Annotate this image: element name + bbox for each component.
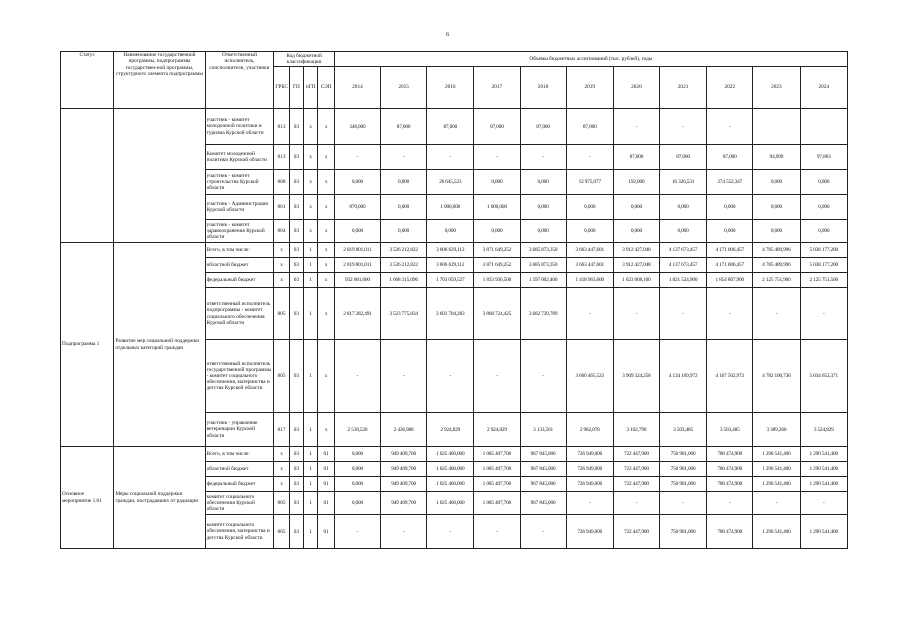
amount-cell: 0,000 (520, 220, 566, 243)
amount-cell: - (474, 340, 520, 413)
code-cell: х (318, 340, 334, 413)
responsible-cell: участник - комитет здравоохранения Курской области (205, 220, 274, 243)
amount-cell: 87,000 (427, 109, 474, 145)
amount-cell: 87,000 (566, 109, 613, 145)
amount-cell: 2 924,829 (427, 413, 474, 447)
amount-cell: 0,000 (660, 220, 707, 243)
amount-cell: 1 290 541,400 (800, 447, 848, 462)
code-cell: 01 (318, 492, 334, 515)
amount-cell: 870,000 (334, 195, 380, 220)
code-cell: 03 (289, 273, 303, 288)
code-cell: х (274, 273, 289, 288)
amount-cell: 2 817 282,491 (334, 288, 380, 340)
code-cell: х (318, 413, 334, 447)
amount-cell: - (707, 288, 753, 340)
code-cell: х (304, 220, 318, 243)
code-cell: х (304, 145, 318, 170)
responsible-cell: участник - управление ветеринарии Курской области (205, 413, 274, 447)
code-cell: 805 (274, 288, 289, 340)
code-cell: 03 (289, 340, 303, 413)
amount-cell: - (520, 340, 566, 413)
amount-cell: 3 526 212,822 (381, 258, 427, 273)
code-cell: 1 (304, 340, 318, 413)
amount-cell: 726 949,000 (566, 447, 613, 462)
amount-cell: 16 326,531 (660, 170, 707, 195)
code-cell: 03 (289, 492, 303, 515)
amount-cell: 1 290 541,400 (753, 515, 800, 549)
amount-cell: 3 389,260 (753, 413, 800, 447)
amount-cell: - (753, 288, 800, 340)
code-cell: х (318, 145, 334, 170)
code-cell: х (274, 462, 289, 477)
amount-cell: 0,000 (566, 195, 613, 220)
table-row (61, 447, 848, 462)
amount-cell: - (660, 492, 707, 515)
table-row (61, 243, 848, 258)
code-cell: 813 (274, 145, 289, 170)
code-cell: 1 (304, 243, 318, 258)
amount-cell: 1 418 963,600 (566, 273, 613, 288)
code-cell: 1 (304, 288, 318, 340)
amount-cell: 1 290 541,400 (753, 477, 800, 492)
amount-cell: 1 025 460,000 (427, 477, 474, 492)
amount-cell: 2 125 751,500 (800, 273, 848, 288)
amount-cell: - (520, 515, 566, 549)
amount-cell: 97,863 (800, 145, 848, 170)
code-cell: 03 (289, 258, 303, 273)
amount-cell: 0,000 (800, 170, 848, 195)
amount-cell: 1 085 407,700 (474, 447, 520, 462)
amount-cell: - (381, 340, 427, 413)
amount-cell: 87,000 (474, 109, 520, 145)
amount-cell: 12 975,077 (566, 170, 613, 195)
amount-cell: 87,000 (381, 109, 427, 145)
amount-cell: 0,000 (474, 170, 520, 195)
code-cell: х (304, 170, 318, 195)
amount-cell: 0,000 (660, 195, 707, 220)
amount-cell: 780 474,900 (707, 477, 753, 492)
amount-cell: 0,000 (334, 477, 380, 492)
header-code: ГП (289, 67, 303, 109)
code-cell: 03 (289, 170, 303, 195)
amount-cell: 1 597 002,400 (520, 273, 566, 288)
amount-cell: - (474, 515, 520, 549)
code-cell: 1 (304, 492, 318, 515)
code-cell: 03 (289, 220, 303, 243)
amount-cell: 94,099 (753, 145, 800, 170)
amount-cell: 967 845,000 (520, 477, 566, 492)
amount-cell: 3 523 775,834 (381, 288, 427, 340)
code-cell: 808 (274, 170, 289, 195)
amount-cell: 780 474,900 (707, 515, 753, 549)
header-year: 2019 (566, 67, 613, 109)
responsible-cell: комитет социального обеспечения Курской области (205, 492, 274, 515)
header-year: 2014 (334, 67, 380, 109)
amount-cell: 0,000 (520, 170, 566, 195)
code-cell: 805 (274, 492, 289, 515)
amount-cell: 1 290 541,400 (800, 515, 848, 549)
amount-cell: 3 912 427,048 (613, 258, 659, 273)
responsible-cell: участник - Администрация Курской области (205, 195, 274, 220)
amount-cell: 967 845,000 (520, 462, 566, 477)
amount-cell: 0,000 (334, 492, 380, 515)
amount-cell: 1 025 460,000 (427, 447, 474, 462)
header-year: 2023 (753, 67, 800, 109)
budget-table (60, 51, 848, 549)
code-cell: 01 (318, 447, 334, 462)
amount-cell: 0,000 (334, 462, 380, 477)
amount-cell: 726 949,000 (566, 515, 613, 549)
header-year: 2024 (800, 67, 848, 109)
amount-cell: 87,000 (660, 145, 707, 170)
amount-cell: 3 603 704,283 (427, 288, 474, 340)
amount-cell: - (660, 109, 707, 145)
code-cell: х (274, 477, 289, 492)
header-budget-code: Код бюджетной классификации (274, 52, 335, 67)
code-cell: 1 (304, 462, 318, 477)
amount-cell: 1 668 315,096 (381, 273, 427, 288)
amount-cell: 3 102,790 (613, 413, 659, 447)
amount-cell: 4 167 502,972 (707, 340, 753, 413)
amount-cell: 0,000 (753, 170, 800, 195)
code-cell: 813 (274, 109, 289, 145)
amount-cell: 1 085 407,700 (474, 462, 520, 477)
page-number: 6 (446, 31, 450, 38)
responsible-cell: федеральный бюджет (205, 477, 274, 492)
amount-cell: 0,000 (381, 170, 427, 195)
amount-cell: 3 871 649,252 (474, 258, 520, 273)
code-cell: х (274, 447, 289, 462)
amount-cell (800, 109, 848, 145)
amount-cell: 0,000 (613, 220, 659, 243)
amount-cell: 0,000 (800, 220, 848, 243)
amount-cell: - (800, 492, 848, 515)
code-cell: х (274, 243, 289, 258)
code-cell: 03 (289, 109, 303, 145)
code-cell: 1 (304, 515, 318, 549)
amount-cell: 0,000 (334, 170, 380, 195)
code-cell: х (318, 288, 334, 340)
code-cell: 03 (289, 462, 303, 477)
code-cell: х (318, 109, 334, 145)
amount-cell: 3 133,561 (520, 413, 566, 447)
amount-cell: 967 845,000 (520, 492, 566, 515)
amount-cell: 3 909 324,258 (613, 340, 659, 413)
amount-cell: 4 137 673,457 (660, 243, 707, 258)
header-code: пГП (304, 67, 318, 109)
amount-cell: - (707, 492, 753, 515)
amount-cell: 2 819 801,011 (334, 243, 380, 258)
code-cell: 1 (304, 273, 318, 288)
code-cell: 1 (304, 258, 318, 273)
code-cell: 01 (318, 477, 334, 492)
amount-cell: 4 785 489,996 (753, 258, 800, 273)
status-cell (61, 109, 114, 243)
code-cell: 03 (289, 515, 303, 549)
amount-cell: 932 681,600 (334, 273, 380, 288)
name-cell: Меры социальной поддержки граждан, пострадавших от радиации (114, 447, 205, 549)
amount-cell: - (660, 288, 707, 340)
amount-cell: - (474, 145, 520, 170)
amount-cell: 0,000 (381, 220, 427, 243)
amount-cell: 3 685 873,350 (520, 258, 566, 273)
amount-cell: 5 038 177,200 (800, 243, 848, 258)
amount-cell: 1 025 460,000 (427, 462, 474, 477)
header-code: ГРБС (274, 67, 289, 109)
amount-cell: 1 290 541,400 (753, 447, 800, 462)
amount-cell: 726 949,000 (566, 477, 613, 492)
amount-cell: - (800, 288, 848, 340)
amount-cell: 0,000 (334, 220, 380, 243)
amount-cell: - (334, 340, 380, 413)
amount-cell: 750 901,000 (660, 447, 707, 462)
header-volumes: Объемы бюджетных ассигнований (тыс. рублей), годы (334, 52, 847, 67)
header-year: 2016 (427, 67, 474, 109)
table-header (61, 52, 848, 109)
responsible-cell: федеральный бюджет (205, 273, 274, 288)
amount-cell: 4 137 673,457 (660, 258, 707, 273)
code-cell: х (318, 195, 334, 220)
amount-cell: 949 409,700 (381, 492, 427, 515)
amount-cell: 1 000,000 (427, 195, 474, 220)
amount-cell: 3 503,485 (660, 413, 707, 447)
amount-cell: 2 518,520 (334, 413, 380, 447)
amount-cell: - (753, 492, 800, 515)
amount-cell: 0,000 (800, 195, 848, 220)
amount-cell: 1 290 541,400 (753, 462, 800, 477)
amount-cell: 4 785 489,996 (753, 243, 800, 258)
header-name: Наименование государственной программы, подпрограммы государствен-ной программы, структурного элемента подпрограммы (114, 52, 205, 109)
amount-cell: - (566, 288, 613, 340)
amount-cell: 0,000 (707, 220, 753, 243)
amount-cell: 87,000 (613, 145, 659, 170)
amount-cell: - (334, 515, 380, 549)
amount-cell: 1 854 867,900 (707, 273, 753, 288)
responsible-cell: ответственный исполнитель подпрограммы - комитет социального обеспечения Курской области (205, 288, 274, 340)
amount-cell: - (613, 492, 659, 515)
amount-cell: 1 821 524,900 (660, 273, 707, 288)
header-year: 2018 (520, 67, 566, 109)
responsible-cell: Комитет молодежной политики Курской области (205, 145, 274, 170)
code-cell: х (318, 170, 334, 195)
code-cell: 03 (289, 195, 303, 220)
amount-cell: 2 819 801,011 (334, 258, 380, 273)
amount-cell: 949 409,700 (381, 462, 427, 477)
amount-cell: - (427, 340, 474, 413)
amount-cell: - (707, 109, 753, 145)
header-year: 2015 (381, 67, 427, 109)
amount-cell: 949 409,700 (381, 477, 427, 492)
code-cell: 03 (289, 447, 303, 462)
responsible-cell: Всего, в том числе: (205, 447, 274, 462)
amount-cell: 722 447,900 (613, 515, 659, 549)
amount-cell (753, 109, 800, 145)
header-status: Статус (61, 52, 114, 109)
code-cell: 804 (274, 220, 289, 243)
amount-cell: 722 447,900 (613, 462, 659, 477)
code-cell: х (318, 220, 334, 243)
amount-cell: 949 409,700 (381, 447, 427, 462)
amount-cell: 3 871 649,252 (474, 243, 520, 258)
amount-cell: 1 000,000 (474, 195, 520, 220)
amount-cell: 1 085 407,700 (474, 477, 520, 492)
amount-cell: 2 436,988 (381, 413, 427, 447)
amount-cell: 750 901,000 (660, 515, 707, 549)
code-cell: х (318, 258, 334, 273)
amount-cell: 780 474,900 (707, 447, 753, 462)
amount-cell: 0,000 (753, 195, 800, 220)
amount-cell: 0,000 (381, 195, 427, 220)
amount-cell: 3 663 447,601 (566, 258, 613, 273)
status-cell: Подпрограмма 1 (61, 243, 114, 447)
amount-cell: 3 682 739,789 (520, 288, 566, 340)
amount-cell: 5 038 177,200 (800, 258, 848, 273)
amount-cell: 1 833 936,500 (474, 273, 520, 288)
amount-cell: 3 524,829 (800, 413, 848, 447)
responsible-cell: ответственный исполнитель государственной программы - комитет социального обеспечения, материнства и детства Курской области (205, 340, 274, 413)
header-year: 2022 (707, 67, 753, 109)
amount-cell: 3 912 427,048 (613, 243, 659, 258)
name-cell (114, 109, 205, 243)
amount-cell: 4 171 006,457 (707, 243, 753, 258)
amount-cell: 3 663 447,601 (566, 243, 613, 258)
code-cell: 01 (318, 462, 334, 477)
amount-cell: 0,000 (334, 447, 380, 462)
amount-cell: - (520, 145, 566, 170)
amount-cell: 967 845,000 (520, 447, 566, 462)
amount-cell: 4 782 100,736 (753, 340, 800, 413)
code-cell: 805 (274, 515, 289, 549)
amount-cell: 4 134 169,972 (660, 340, 707, 413)
code-cell: 1 (304, 477, 318, 492)
code-cell: 03 (289, 477, 303, 492)
amount-cell: 2 982,078 (566, 413, 613, 447)
responsible-cell: участник - комитет молодежной политики и туризма Курской области (205, 109, 274, 145)
amount-cell: 1 290 541,400 (800, 462, 848, 477)
code-cell: 1 (304, 413, 318, 447)
amount-cell: 4 171 006,457 (707, 258, 753, 273)
amount-cell: 1 025 460,000 (427, 492, 474, 515)
amount-cell: 26 645,523 (427, 170, 474, 195)
code-cell: 03 (289, 145, 303, 170)
amount-cell: 3 606 629,112 (427, 258, 474, 273)
amount-cell: 2 125 751,900 (753, 273, 800, 288)
table-row (61, 109, 848, 145)
amount-cell: 3 503,485 (707, 413, 753, 447)
name-cell: Развитие мер социальной поддержки отдельных категорий граждан (114, 243, 205, 447)
code-cell: 1 (304, 447, 318, 462)
amount-cell: 5 034 652,371 (800, 340, 848, 413)
amount-cell: - (334, 145, 380, 170)
amount-cell: 1 623 068,100 (613, 273, 659, 288)
responsible-cell: комитет социального обеспечения, материнства и детства Курской области (205, 515, 274, 549)
amount-cell: - (381, 515, 427, 549)
amount-cell: 192,000 (613, 170, 659, 195)
amount-cell: - (566, 492, 613, 515)
amount-cell: 0,000 (427, 220, 474, 243)
amount-cell: 2 924,829 (474, 413, 520, 447)
code-cell: х (318, 273, 334, 288)
amount-cell: 3 660 465,523 (566, 340, 613, 413)
code-cell: 03 (289, 243, 303, 258)
code-cell: 03 (289, 288, 303, 340)
code-cell: х (304, 195, 318, 220)
header-responsible: Ответственный исполнитель, соисполнители, участники (205, 52, 274, 109)
table-body (61, 109, 848, 549)
amount-cell: 1 290 541,400 (800, 477, 848, 492)
amount-cell: 726 949,000 (566, 462, 613, 477)
responsible-cell: Всего, в том числе: (205, 243, 274, 258)
amount-cell: - (613, 288, 659, 340)
amount-cell: 87,000 (707, 145, 753, 170)
code-cell: х (304, 109, 318, 145)
amount-cell: 274 552,347 (707, 170, 753, 195)
amount-cell: 750 901,000 (660, 477, 707, 492)
amount-cell: 1 085 407,700 (474, 492, 520, 515)
amount-cell: 0,000 (753, 220, 800, 243)
status-cell: Основное мероприятие 1.01 (61, 447, 114, 549)
header-year: 2020 (613, 67, 659, 109)
amount-cell: 3 868 724,425 (474, 288, 520, 340)
amount-cell: 3 526 212,822 (381, 243, 427, 258)
code-cell: 805 (274, 340, 289, 413)
amount-cell: - (613, 109, 659, 145)
code-cell: 03 (289, 413, 303, 447)
amount-cell: 0,000 (474, 220, 520, 243)
amount-cell: - (427, 145, 474, 170)
header-code: СЭП (318, 67, 334, 109)
amount-cell: 87,000 (520, 109, 566, 145)
header-year: 2021 (660, 67, 707, 109)
amount-cell: - (381, 145, 427, 170)
amount-cell: 722 447,900 (613, 447, 659, 462)
responsible-cell: областной бюджет (205, 462, 274, 477)
amount-cell: 3 685 873,350 (520, 243, 566, 258)
amount-cell: 750 901,000 (660, 462, 707, 477)
amount-cell: 1 703 059,527 (427, 273, 474, 288)
code-cell: х (274, 258, 289, 273)
code-cell: 817 (274, 413, 289, 447)
amount-cell: - (427, 515, 474, 549)
amount-cell: - (566, 145, 613, 170)
code-cell: 801 (274, 195, 289, 220)
header-year: 2017 (474, 67, 520, 109)
amount-cell: 780 474,900 (707, 462, 753, 477)
amount-cell: 0,000 (613, 195, 659, 220)
amount-cell: 3 606 629,112 (427, 243, 474, 258)
amount-cell: 0,000 (520, 195, 566, 220)
responsible-cell: участник - комитет строительства Курской области (205, 170, 274, 195)
amount-cell: 0,000 (707, 195, 753, 220)
amount-cell: 722 447,900 (613, 477, 659, 492)
amount-cell: 0,000 (566, 220, 613, 243)
responsible-cell: областной бюджет (205, 258, 274, 273)
code-cell: 01 (318, 515, 334, 549)
code-cell: х (318, 243, 334, 258)
amount-cell: 348,000 (334, 109, 380, 145)
